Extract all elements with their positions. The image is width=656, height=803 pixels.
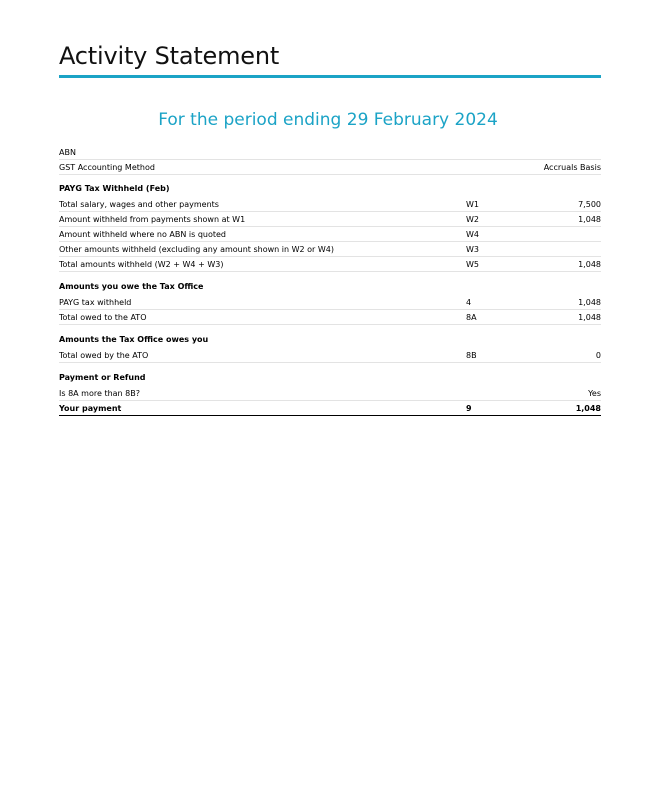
row-amount: 7,500 [578,200,601,209]
table-row [59,348,601,363]
row-label: Other amounts withheld (excluding any amount shown in W2 or W4) [59,245,334,254]
period-heading: For the period ending 29 February 2024 [158,110,498,130]
section-heading-amounts-owed: Amounts you owe the Tax Office [59,282,204,291]
row-code: 4 [466,298,472,307]
table-row [59,212,601,227]
row-label: Total salary, wages and other payments [59,200,219,209]
table-row [59,257,601,272]
table-row [59,242,601,257]
row-label: Total amounts withheld (W2 + W4 + W3) [59,260,224,269]
general-row-abn [59,145,601,160]
row-code: 8A [466,313,477,322]
row-amount: 0 [595,351,601,360]
row-label: Your payment [59,404,122,413]
statement-table [59,145,601,416]
row-code: 8B [466,351,477,360]
row-amount: 1,048 [578,215,601,224]
table-row [59,295,601,310]
section-heading-payg: PAYG Tax Withheld (Feb) [59,184,170,193]
row-label: GST Accounting Method [59,163,155,172]
table-row [59,386,601,401]
row-code: W3 [466,245,479,254]
row-code: W5 [466,260,479,269]
row-label: Is 8A more than 8B? [59,389,140,398]
row-label: Total owed to the ATO [59,313,147,322]
row-code: W4 [466,230,479,239]
row-code: W1 [466,200,479,209]
row-amount: 1,048 [578,260,601,269]
row-label: ABN [59,148,76,157]
table-row [59,227,601,242]
section-heading-tax-office-owes: Amounts the Tax Office owes you [59,335,209,344]
row-code: 9 [466,404,472,413]
row-amount: 1,048 [575,404,601,413]
row-label: PAYG tax withheld [59,298,132,307]
row-amount: Yes [588,389,601,398]
title-underline [59,75,601,78]
row-amount: 1,048 [578,313,601,322]
row-label: Amount withheld where no ABN is quoted [59,230,227,239]
total-payment-row [59,401,601,416]
table-row [59,310,601,325]
row-amount: Accruals Basis [543,163,601,172]
table-row [59,197,601,212]
row-label: Amount withheld from payments shown at W1 [59,215,246,224]
page-title: Activity Statement [59,42,280,70]
row-code: W2 [466,215,479,224]
general-row-gst-method [59,160,601,175]
row-amount: 1,048 [578,298,601,307]
row-label: Total owed by the ATO [59,351,149,360]
section-heading-payment-refund: Payment or Refund [59,373,146,382]
